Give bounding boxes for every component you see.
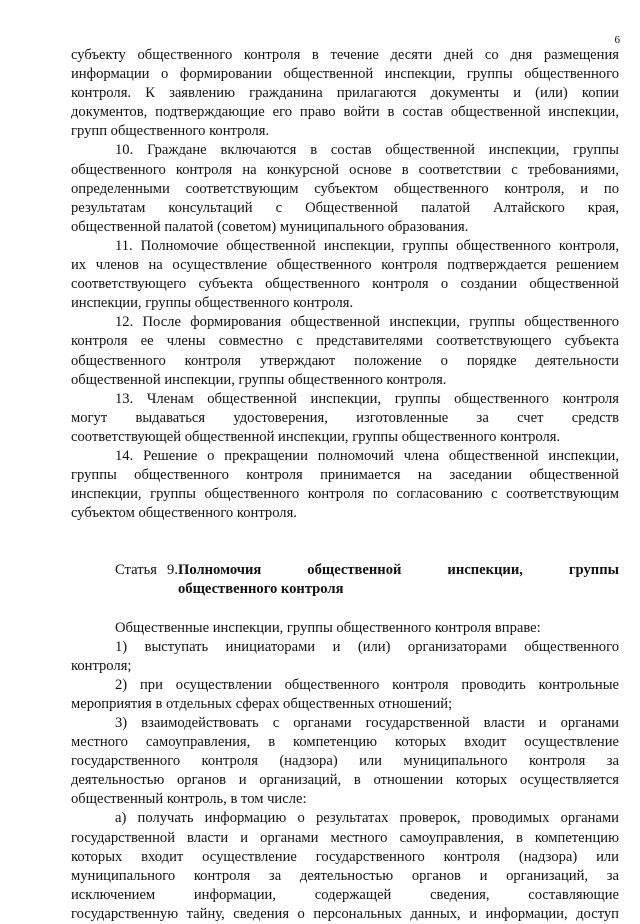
- text-line: инспекции, группы общественного контроля по согласованию с соответствующим: [71, 486, 619, 503]
- text-line: деятельностью органов и организаций, в отношении которых осуществляется: [71, 772, 619, 789]
- spacer: [71, 523, 619, 542]
- paragraphs-top: [71, 46, 619, 523]
- spacer: [71, 542, 619, 561]
- page-number: 6: [614, 34, 620, 46]
- article-title-line: общественного контроля: [178, 581, 344, 598]
- article-label: Статья 9.: [115, 562, 178, 579]
- text-line: инспекции, группы общественного контроля.: [71, 295, 354, 312]
- text-line: Общественные инспекции, группы общественного контроля вправе:: [115, 619, 541, 636]
- text-line: 1) выступать инициаторами и (или) организаторами общественного: [115, 638, 619, 655]
- text-line: местного самоуправления, в компетенцию которых входит осуществление: [71, 734, 619, 751]
- text-line: контроля. К заявлению гражданина прилагаются документы и (или) копии: [71, 85, 619, 102]
- text-line: документов, подтверждающие его право войти в состав общественной инспекции,: [71, 104, 619, 121]
- text-line: результатам консультаций с Общественной палатой Алтайского края,: [71, 199, 619, 216]
- text-line: субъектом общественного контроля.: [71, 505, 297, 522]
- text-line: информации о формировании общественной инспекции, группы общественного: [71, 66, 619, 83]
- text-line: общественного контроля утверждают положение о порядке деятельности: [71, 352, 619, 369]
- text-line: общественного контроля на конкурсной основе в соответствии с требованиями,: [71, 161, 619, 178]
- text-line: контроля;: [71, 657, 132, 674]
- text-line: общественный контроль, в том числе:: [71, 791, 307, 808]
- text-line: государственного контроля (надзора) или муниципального контроля за: [71, 753, 619, 770]
- text-line: 13. Членам общественной инспекции, группы общественного контроля: [115, 390, 619, 407]
- text-line: контроля ее члены совместно с представителями соответствующего субъекта: [71, 333, 619, 350]
- text-line: соответствующего субъекта общественного контроля о создании общественной: [71, 276, 619, 293]
- text-line: общественной палатой (советом) муниципального образования.: [71, 218, 469, 235]
- paragraphs-bottom: [71, 619, 619, 924]
- text-line: общественной инспекции, группы общественного контроля.: [71, 371, 447, 388]
- text-line: которых входит осуществление государственного контроля (надзора) или: [71, 848, 619, 865]
- article-title-line: Полномочия общественной инспекции, группы: [178, 562, 619, 579]
- text-line: исключением информации, содержащей сведения, составляющие: [71, 886, 619, 903]
- text-line: муниципального контроля за деятельностью органов и организаций, за: [71, 867, 619, 884]
- text-line: 14. Решение о прекращении полномочий члена общественной инспекции,: [115, 447, 619, 464]
- document-body: [71, 46, 619, 924]
- text-line: их членов на осуществление общественного контроля подтверждается решением: [71, 257, 619, 274]
- article-title: [178, 561, 619, 599]
- text-line: 2) при осуществлении общественного контроля проводить контрольные: [115, 676, 619, 693]
- text-line: мероприятия в отдельных сферах общественных отношений;: [71, 695, 453, 712]
- text-line: 3) взаимодействовать с органами государственной власти и органами: [115, 715, 619, 731]
- text-line: определенными соответствующим субъектом общественного контроля, и по: [71, 180, 619, 197]
- text-line: 10. Граждане включаются в состав общественной инспекции, группы: [115, 142, 619, 159]
- text-line: группы общественного контроля принимается на заседании общественной: [71, 467, 619, 484]
- spacer: [71, 600, 619, 619]
- article-heading: [71, 561, 619, 599]
- text-line: групп общественного контроля.: [71, 123, 270, 140]
- text-line: а) получать информацию о результатах проверок, проводимых органами: [115, 810, 619, 827]
- text-line: субъекту общественного контроля в течение десяти дней со дня размещения: [71, 47, 619, 63]
- text-line: могут выдаваться удостоверения, изготовленные за счет средств: [71, 409, 619, 426]
- text-line: государственную тайну, сведения о персональных данных, и информации, доступ: [71, 905, 619, 922]
- text-line: 11. Полномочие общественной инспекции, группы общественного контроля,: [115, 237, 619, 254]
- text-line: соответствующей общественной инспекции, группы общественного контроля.: [71, 428, 561, 445]
- text-line: 12. После формирования общественной инспекции, группы общественного: [115, 314, 619, 331]
- text-line: государственной власти и органами местного самоуправления, в компетенцию: [71, 829, 619, 846]
